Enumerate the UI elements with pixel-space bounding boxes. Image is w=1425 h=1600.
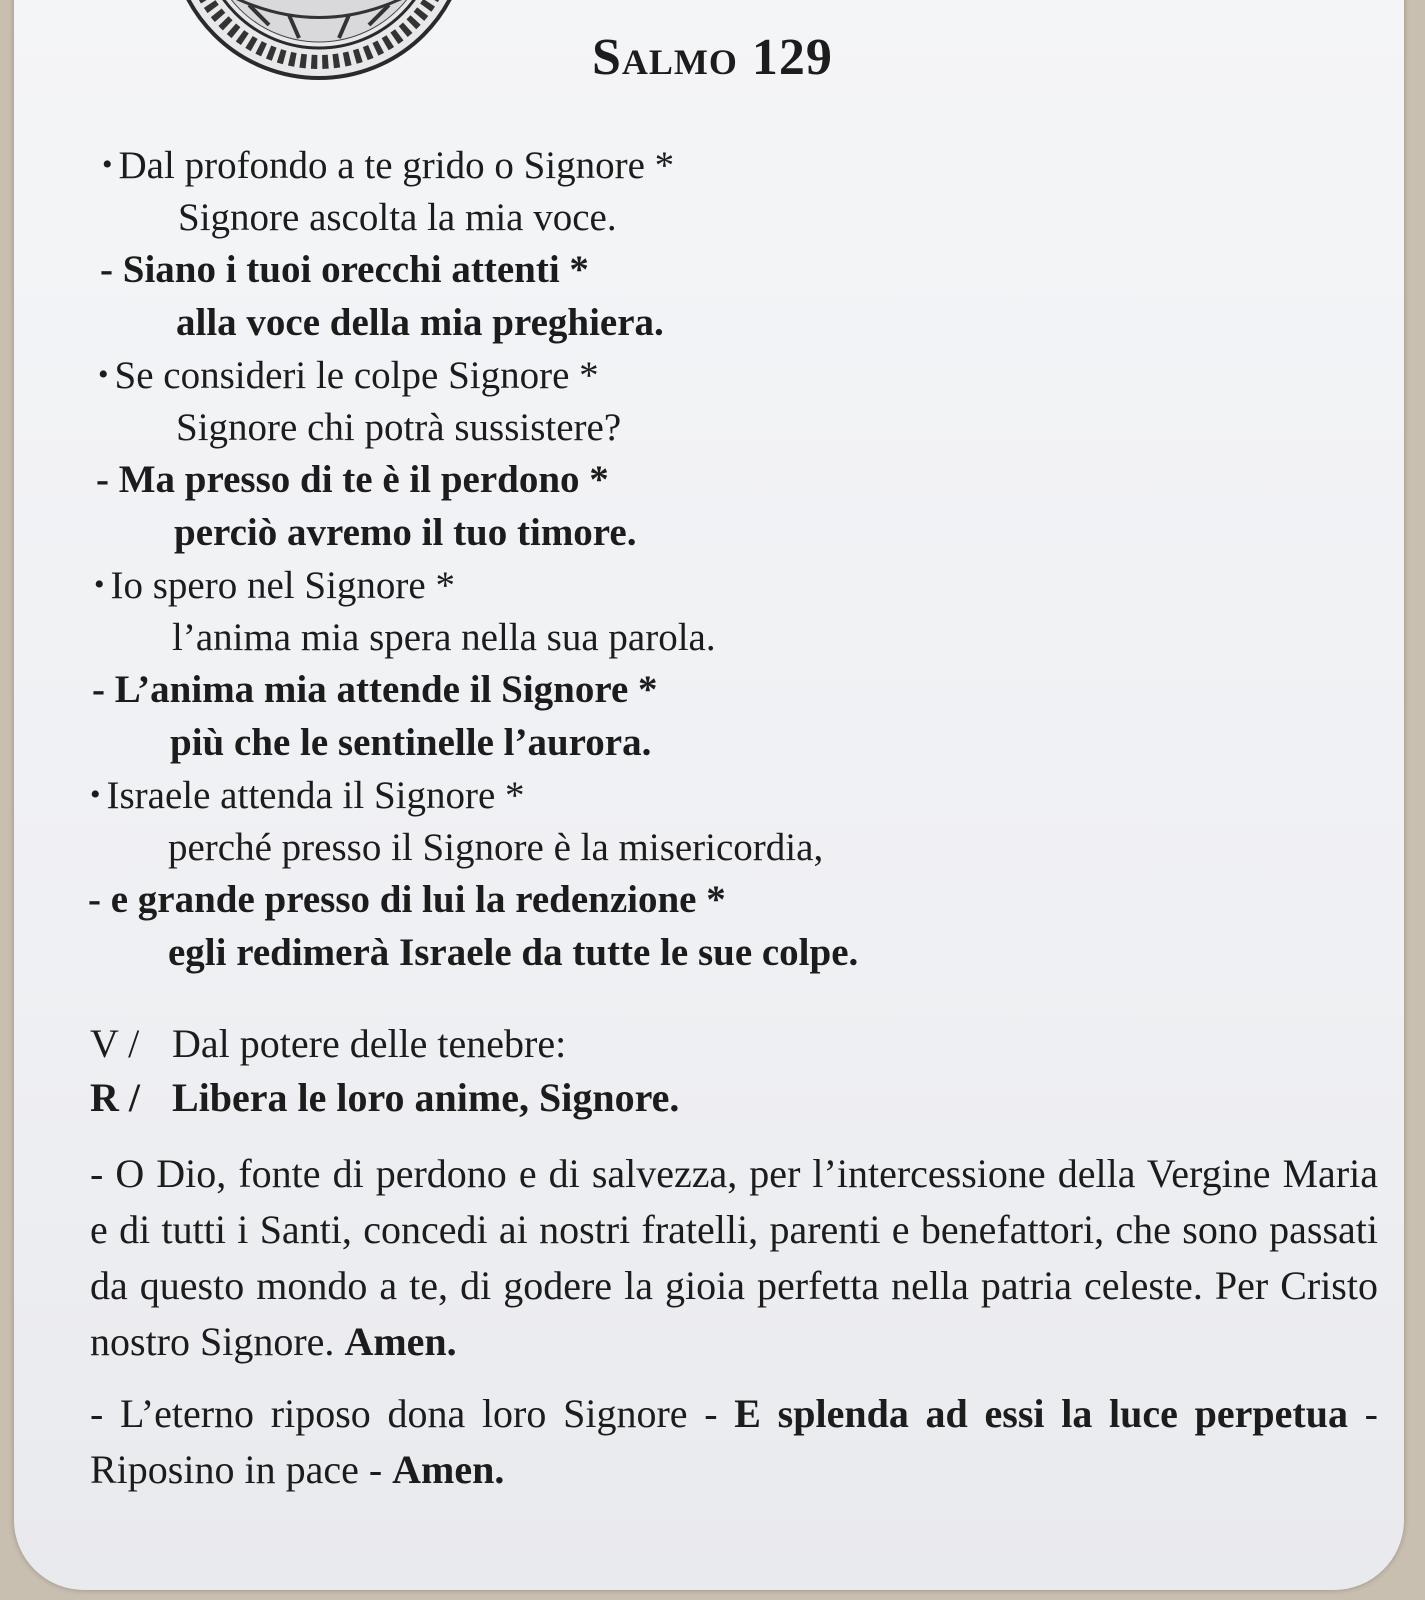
- bullet-icon: •: [98, 358, 109, 391]
- stanza-7-second: perché presso il Signore è la misericordia,: [168, 826, 824, 869]
- stanza-3-first: Se consideri le colpe Signore *: [114, 354, 599, 397]
- stanza-4-second: perciò avremo il tuo timore.: [174, 511, 637, 554]
- eternal-rest-part-3: - Riposino in pace -: [90, 1391, 1378, 1492]
- eternal-rest-part-1: - L’eterno riposo dona loro Signore -: [90, 1391, 718, 1436]
- stanza-1-first: Dal profondo a te grido o Signore *: [118, 144, 675, 187]
- eternal-rest: [90, 1386, 1378, 1498]
- bullet-icon: •: [94, 568, 105, 601]
- stanza-3-second: Signore chi potrà sussistere?: [176, 406, 622, 449]
- eternal-rest-amen: Amen.: [392, 1447, 505, 1492]
- prayer-amen: Amen.: [344, 1319, 457, 1364]
- stanza-2-line-1: [100, 250, 589, 289]
- versicle-line: [90, 1020, 566, 1067]
- closing-prayer: [90, 1146, 1378, 1370]
- stanza-7-first: Israele attenda il Signore *: [106, 774, 525, 817]
- bullet-icon: •: [90, 778, 101, 811]
- bullet-icon: •: [102, 148, 113, 181]
- dash-mark: -: [92, 668, 105, 711]
- stanza-5-first: Io spero nel Signore *: [110, 564, 455, 607]
- response-line: [90, 1074, 679, 1121]
- stanza-1-line-1: [102, 146, 674, 185]
- stanza-1-second: Signore ascolta la mia voce.: [178, 196, 617, 239]
- page-title: Salmo 129: [592, 29, 833, 86]
- stanza-2-first: Siano i tuoi orecchi attenti *: [122, 248, 589, 291]
- prayer-card: [14, 0, 1404, 1590]
- stanza-8-first: e grande presso di lui la redenzione *: [110, 878, 726, 921]
- response-text: Libera le loro anime, Signore.: [172, 1075, 680, 1120]
- stanza-6-first: L’anima mia attende il Signore *: [114, 668, 658, 711]
- stanza-4-line-1: [96, 460, 609, 499]
- stanza-8-line-1: [88, 880, 726, 919]
- stanza-7-line-1: [90, 776, 525, 815]
- prayer-text: - O Dio, fonte di perdono e di salvezza, per l’intercessione della Vergine Maria e di tutti i Santi, concedi ai nostri fratelli, parenti e benefattori, che sono passati da questo mondo a te, di godere la gioia perfetta nella patria celeste. Per Cristo nostro Signore.: [90, 1151, 1378, 1364]
- stanza-5-line-1: [94, 566, 455, 605]
- stanza-3-line-1: [98, 356, 599, 395]
- stanza-5-second: l’anima mia spera nella sua parola.: [172, 616, 716, 659]
- response-tag: R /: [90, 1075, 140, 1120]
- stanza-2-second: alla voce della mia preghiera.: [176, 301, 664, 344]
- dash-mark: -: [88, 878, 101, 921]
- stanza-6-second: più che le sentinelle l’aurora.: [170, 721, 652, 764]
- stanza-8-second: egli redimerà Israele da tutte le sue colpe.: [168, 931, 859, 974]
- dash-mark: -: [100, 248, 113, 291]
- stanza-4-first: Ma presso di te è il perdono *: [118, 458, 609, 501]
- dash-mark: -: [96, 458, 109, 501]
- versicle-tag: V /: [90, 1021, 140, 1066]
- stanza-6-line-1: [92, 670, 658, 709]
- versicle-text: Dal potere delle tenebre:: [172, 1021, 567, 1066]
- eternal-rest-part-2: E splenda ad essi la luce perpetua: [734, 1391, 1348, 1436]
- seal-emblem: [119, 0, 519, 80]
